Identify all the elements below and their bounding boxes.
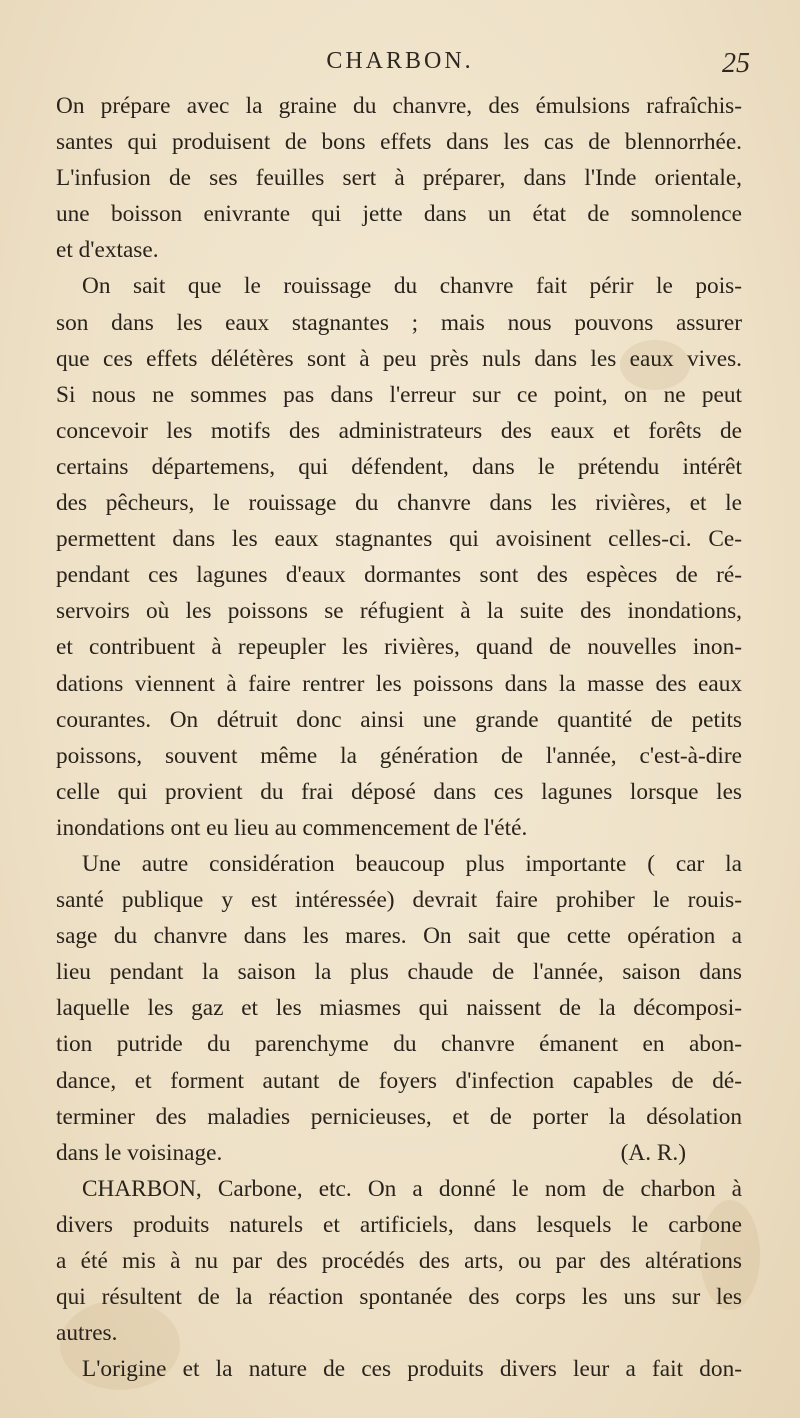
text-line: terminer des maladies pernicieuses, et de porter la désolation xyxy=(56,1103,742,1130)
entry-text-line: qui résultent de la réaction spontanée des corps les uns sur les xyxy=(56,1284,742,1311)
entry-text-line: L'origine et la nature de ces produits divers leur a fait don- xyxy=(82,1356,742,1383)
text-line: dance, et forment autant de foyers d'infection capables de dé- xyxy=(56,1067,742,1094)
author-initials: (A. R.) xyxy=(620,1139,686,1166)
entry-text-line: a été mis à nu par des procédés des arts, ou par des altérations xyxy=(56,1248,742,1274)
text-line: celle qui provient du frai déposé dans ces lagunes lorsque les xyxy=(56,778,742,805)
text-line: servoirs où les poissons se réfugient à la suite des inondations, xyxy=(56,598,742,625)
page-number: 25 xyxy=(722,48,750,79)
running-title: CHARBON. xyxy=(326,48,474,74)
text-line: concevoir les motifs des administrateurs des eaux et forêts de xyxy=(56,417,742,444)
text-line: courantes. On détruit donc ainsi une grande quantité de petits xyxy=(56,706,742,733)
text-line: et d'extase. xyxy=(56,237,159,264)
text-line: tion putride du parenchyme du chanvre émanent en abon- xyxy=(56,1031,742,1058)
text-line: sage du chanvre dans les mares. On sait que cette opération a xyxy=(56,923,742,950)
text-line: et contribuent à repeupler les rivières, quand de nouvelles inon- xyxy=(56,634,742,661)
text-line: certains départemens, qui défendent, dans le prétendu intérêt xyxy=(56,453,742,480)
text-line: On sait que le rouissage du chanvre fait périr le pois- xyxy=(82,273,742,300)
text-line: inondations ont eu lieu au commencement de l'été. xyxy=(56,814,528,841)
text-line: une boisson enivrante qui jette dans un état de somnolence xyxy=(56,201,742,228)
text-line: santé publique y est intéressée) devrait faire prohiber le rouis- xyxy=(56,887,742,914)
entry-text-line: autres. xyxy=(56,1320,118,1347)
entry-text-line: divers produits naturels et artificiels, dans lesquels le carbone xyxy=(56,1211,742,1238)
text-line: lieu pendant la saison la plus chaude de l'année, saison dans xyxy=(56,959,742,986)
text-line: L'infusion de ses feuilles sert à préparer, dans l'Inde orientale, xyxy=(56,165,742,192)
text-line: permettent dans les eaux stagnantes qui avoisinent celles-ci. Ce- xyxy=(56,526,742,553)
text-line: On prépare avec la graine du chanvre, des émulsions rafraîchis- xyxy=(56,93,742,119)
text-line: que ces effets délétères sont à peu près nuls dans les eaux vives. xyxy=(56,345,742,372)
text-line: santes qui produisent de bons effets dans les cas de blennorrhée. xyxy=(56,129,742,156)
text-line: Si nous ne sommes pas dans l'erreur sur ce point, on ne peut xyxy=(56,381,742,408)
text-line: poissons, souvent même la génération de l'année, c'est-à-dire xyxy=(56,742,742,769)
text-line: laquelle les gaz et les miasmes qui naissent de la décomposi- xyxy=(56,995,742,1022)
text-line: des pêcheurs, le rouissage du chanvre dans les rivières, et le xyxy=(56,490,742,517)
body-text xyxy=(56,88,742,1387)
text-line: Une autre considération beaucoup plus importante ( car la xyxy=(82,850,742,877)
page-header xyxy=(0,48,800,84)
text-line: pendant ces lagunes d'eaux dormantes sont des espèces de ré- xyxy=(56,562,742,589)
closing-text: dans le voisinage. xyxy=(56,1139,223,1166)
signature-line xyxy=(56,1135,742,1171)
text-line: son dans les eaux stagnantes ; mais nous pouvons assurer xyxy=(56,309,742,336)
text-line: dations viennent à faire rentrer les poissons dans la masse des eaux xyxy=(56,670,742,697)
entry-text-line: CHARBON, Carbone, etc. On a donné le nom de charbon à xyxy=(82,1175,742,1202)
